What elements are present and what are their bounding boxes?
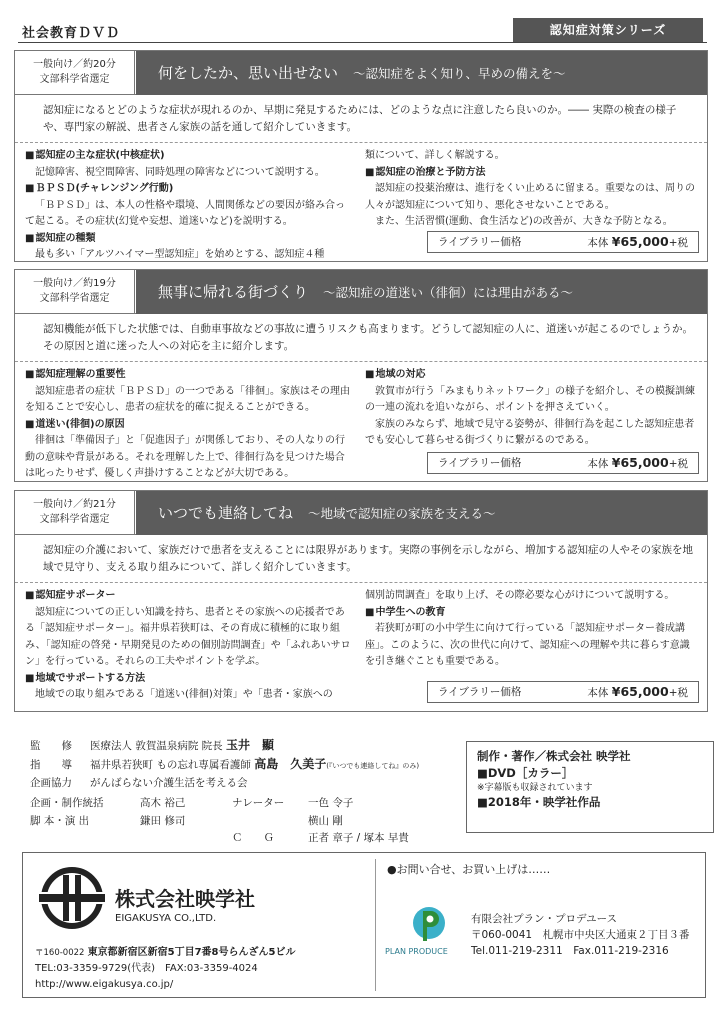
credits: 監 修 医療法人 敦賀温泉病院 院長 玉井 顯 指 導 福井県若狭町 もの忘れ専属看護師 高島 久美子(『いつでも連絡してね』のみ) 企画協力 がんばらない介護生活を考える会 <box>30 738 420 789</box>
program-left-column: ■ 認知症サポーター 認知症についての正しい知識を持ち、患者とその家族への応援者である「認知症サポーター」。福井県若狭町は、その育成に積極的に取り組み、「認知症の啓発・早期発見のための個別訪問調査」や「ふれあいサロン」を行っている。それらの工夫やポイントを学ぶ。 ■ 地域でサポートする方法 地域での取り組みである「道迷い(徘徊)対策」や「患者・家族への <box>25 588 361 704</box>
header-rule <box>18 42 707 43</box>
eigakusya-logo-icon <box>37 863 107 933</box>
price-box: ライブラリー価格 本体 ¥65,000+税 <box>427 681 699 703</box>
program-intro: 認知機能が低下した状態では、自動車事故などの事故に遭うリスクも高まります。どうして認知症の人に、道迷いが起こるのでしょうか。その原因と道に迷った人への対応を主に紹介します。 <box>15 314 707 362</box>
price-box: ライブラリー価格 本体 ¥65,000+税 <box>427 452 699 474</box>
series-title: 認知症対策シリーズ <box>513 18 703 42</box>
program-3 <box>14 490 708 712</box>
program-right-column: ■ 地域の対応 敦賀市が行う「みまもりネットワーク」の様子を紹介し、その模擬訓練の一連の流れを追いながら、ポイントを押さえていく。 家族のみならず、地域で見守る姿勢が、徘徊行為を起こした認知症患者でも安心して暮らせる街づくりに繋がるのである。 <box>361 367 697 483</box>
program-intro: 認知症の介護において、家族だけで患者を支えることには限界があります。実際の事例を示しながら、増加する認知症の人やその家族を地域で見守り、支える取り組みについて、詳しく紹介していきます。 <box>15 535 707 583</box>
program-2 <box>14 269 708 482</box>
plan-produce-logo-icon <box>399 903 459 947</box>
program-tag: 一般向け／約20分 文部科学省選定 <box>15 51 135 95</box>
footer <box>22 852 706 998</box>
series-label: 社会教育ＤＶＤ <box>22 26 121 41</box>
inquiry-heading: ●お問い合せ、お買い上げは…… <box>387 863 551 876</box>
program-intro: 認知症になるとどのような症状が現れるのか、早期に発見するためには、どのような点に注意したら良いのか。―― 実際の検査の様子や、専門家の解説、患者さん家族の話を通して紹介していきます。 <box>15 95 707 143</box>
program-title: 無事に帰れる街づくり ～認知症の道迷い（徘徊）には理由がある～ <box>136 270 707 314</box>
price-box: ライブラリー価格 本体 ¥65,000+税 <box>427 231 699 253</box>
program-title: 何をしたか、思い出せない ～認知症をよく知り、早めの備えを～ <box>136 51 707 95</box>
program-tag: 一般向け／約21分 文部科学省選定 <box>15 491 135 535</box>
staff-credits: 企画・制作統括 高木 裕己 ナレーター 一色 令子 脚 本・演 出 鎌田 修司 横山 剛 Ｃ Ｇ 正者 章子 / 塚本 早貴 <box>30 797 409 844</box>
company-name: 株式会社映学社 <box>115 887 255 911</box>
program-1 <box>14 50 708 262</box>
production-info: 制作・著作／株式会社 映学社 ■DVD［カラー］ ※字幕版も収録されています ■2018年・映学社作品 <box>466 741 714 833</box>
program-left-column: ■ 認知症理解の重要性 認知症患者の症状「ＢＰＳＤ」の一つである「徘徊」。家族はその理由を知ることで安心し、患者の症状を的確に捉えることができる。 ■ 道迷い(徘徊)の原因 徘徊は「準備因子」と「促進因子」が関係しており、その人なりの行動の意味や背景がある。それを理解した上で、徘徊行為を見つけた場合は叱ったりせず、優しく声掛けすることなどが大切である。 <box>25 367 361 483</box>
program-right-column: 類について、詳しく解説する。 ■ 認知症の治療と予防方法 認知症の投薬治療は、進行をくい止めるに留まる。重要なのは、周りの人々が認知症について知り、悪化させないことである。 また、生活習慣(運動、食生活など)の改善が、大きな予防となる。 <box>361 148 697 264</box>
company-roman: EIGAKUSYA CO.,LTD. <box>115 913 217 924</box>
dealer-brand: PLAN PRODUCE <box>385 947 448 956</box>
program-title: いつでも連絡してね ～地域で認知症の家族を支える～ <box>136 491 707 535</box>
program-tag: 一般向け／約19分 文部科学省選定 <box>15 270 135 314</box>
program-left-column: ■ 認知症の主な症状(中核症状) 記憶障害、視空間障害、同時処理の障害などについて説明する。 ■ ＢＰＳＤ(チャレンジング行動) 「ＢＰＳＤ」は、本人の性格や環境、人間関係などの要因が絡み合って起こる。その症状(幻覚や妄想、道迷いなど)を説明する。 ■ 認知症の種類 最も多い「アルツハイマー型認知症」を始めとする、認知症４種 <box>25 148 361 264</box>
dealer-info: 有限会社プラン・プロデユース 〒060-0041 札幌市中央区大通東２丁目３番 Tel.011-219-2311 Fax.011-219-2316 <box>471 913 690 957</box>
company-address: 〒160-0022 東京都新宿区新宿5丁目7番8号らんざん5ビル TEL:03-3359-9729(代表) FAX:03-3359-4024 http://www.eigakusya.co.jp/ <box>35 947 296 990</box>
program-right-column: 個別訪問調査」を取り上げ、その際必要な心がけについて説明する。 ■ 中学生への教育 若狭町が町の小中学生に向けて行っている「認知症サポーター養成講座」。このように、次の世代に向けて、認知症への理解や共に暮らす意識を引き継ぐことも重要である。 <box>361 588 697 704</box>
